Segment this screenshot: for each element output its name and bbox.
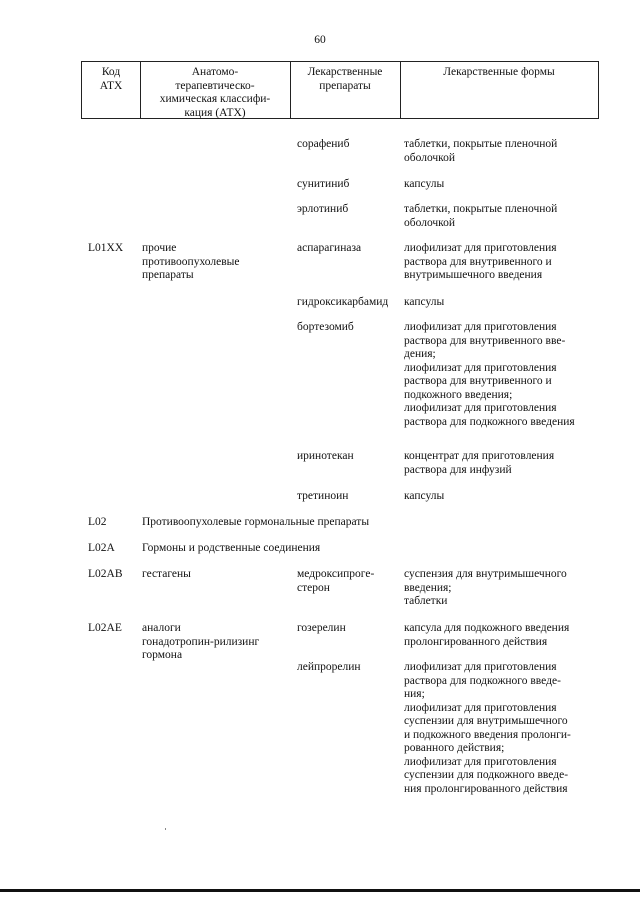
drug-name: иринотекан [297,450,354,462]
atx-class: прочие противоопухолевые препараты [142,242,240,281]
atx-code: L02A [88,542,115,554]
dosage-form: таблетки, покрытые пленочной оболочкой [404,203,558,229]
drug-name: аспарагиназа [297,242,362,254]
dosage-form: капсулы [404,178,445,190]
header-drugs: Лекарственные препараты [307,66,383,92]
drug-name: сунитиниб [297,178,350,190]
dosage-form: капсула для подкожного введения пролонгированного действия [404,622,570,648]
atx-code: L02 [88,516,107,528]
dosage-form: капсулы [404,296,445,308]
atx-code: L01XX [88,242,124,254]
drug-name: медроксипроге- стерон [297,568,375,594]
drug-name: лейпрорелин [297,661,361,673]
drug-name: бортезомиб [297,321,354,333]
drug-name: эрлотиниб [297,203,349,215]
atx-class: аналоги гонадотропин-рилизинг гормона [142,622,260,661]
header-atx-classification: Анатомо- терапевтическо- химическая классифи- кация (АТХ) [159,66,271,119]
atx-class: гестагены [142,568,191,580]
dosage-form: лиофилизат для приготовления раствора для подкожного введе- ния; лиофилизат для приготовления суспензии для внутримышечного и подкожного введения пролонги- рованного действия; лиофилизат для приготовления суспензии для подкожного введе- ния пролонгированного действия [404,661,571,795]
dosage-form: концентрат для приготовления раствора для инфузий [404,450,555,476]
dosage-form: лиофилизат для приготовления раствора для внутривенного вве- дения; лиофилизат для приготовления раствора для внутривенного и подкожного введения; лиофилизат для приготовления раствора для подкожного введения [404,321,575,428]
dosage-form: лиофилизат для приготовления раствора для внутривенного и внутримышечного введения [404,242,557,281]
page-number: 60 [314,34,326,46]
table-header [81,61,599,119]
header-code-atx: Код АТХ [99,66,123,92]
page-bottom-edge [0,889,640,892]
drug-name: гозерелин [297,622,346,634]
atx-class: Гормоны и родственные соединения [142,542,321,554]
scan-speck [165,828,166,830]
atx-code: L02AE [88,622,122,634]
atx-code: L02AB [88,568,123,580]
atx-class: Противоопухолевые гормональные препараты [142,516,370,528]
drug-name: гидроксикарбамид [297,296,389,308]
header-dosage-forms: Лекарственные формы [443,66,555,78]
dosage-form: капсулы [404,490,445,502]
dosage-form: суспензия для внутримышечного введения; таблетки [404,568,567,607]
drug-name: третиноин [297,490,349,502]
drug-name: сорафениб [297,138,350,150]
dosage-form: таблетки, покрытые пленочной оболочкой [404,138,558,164]
